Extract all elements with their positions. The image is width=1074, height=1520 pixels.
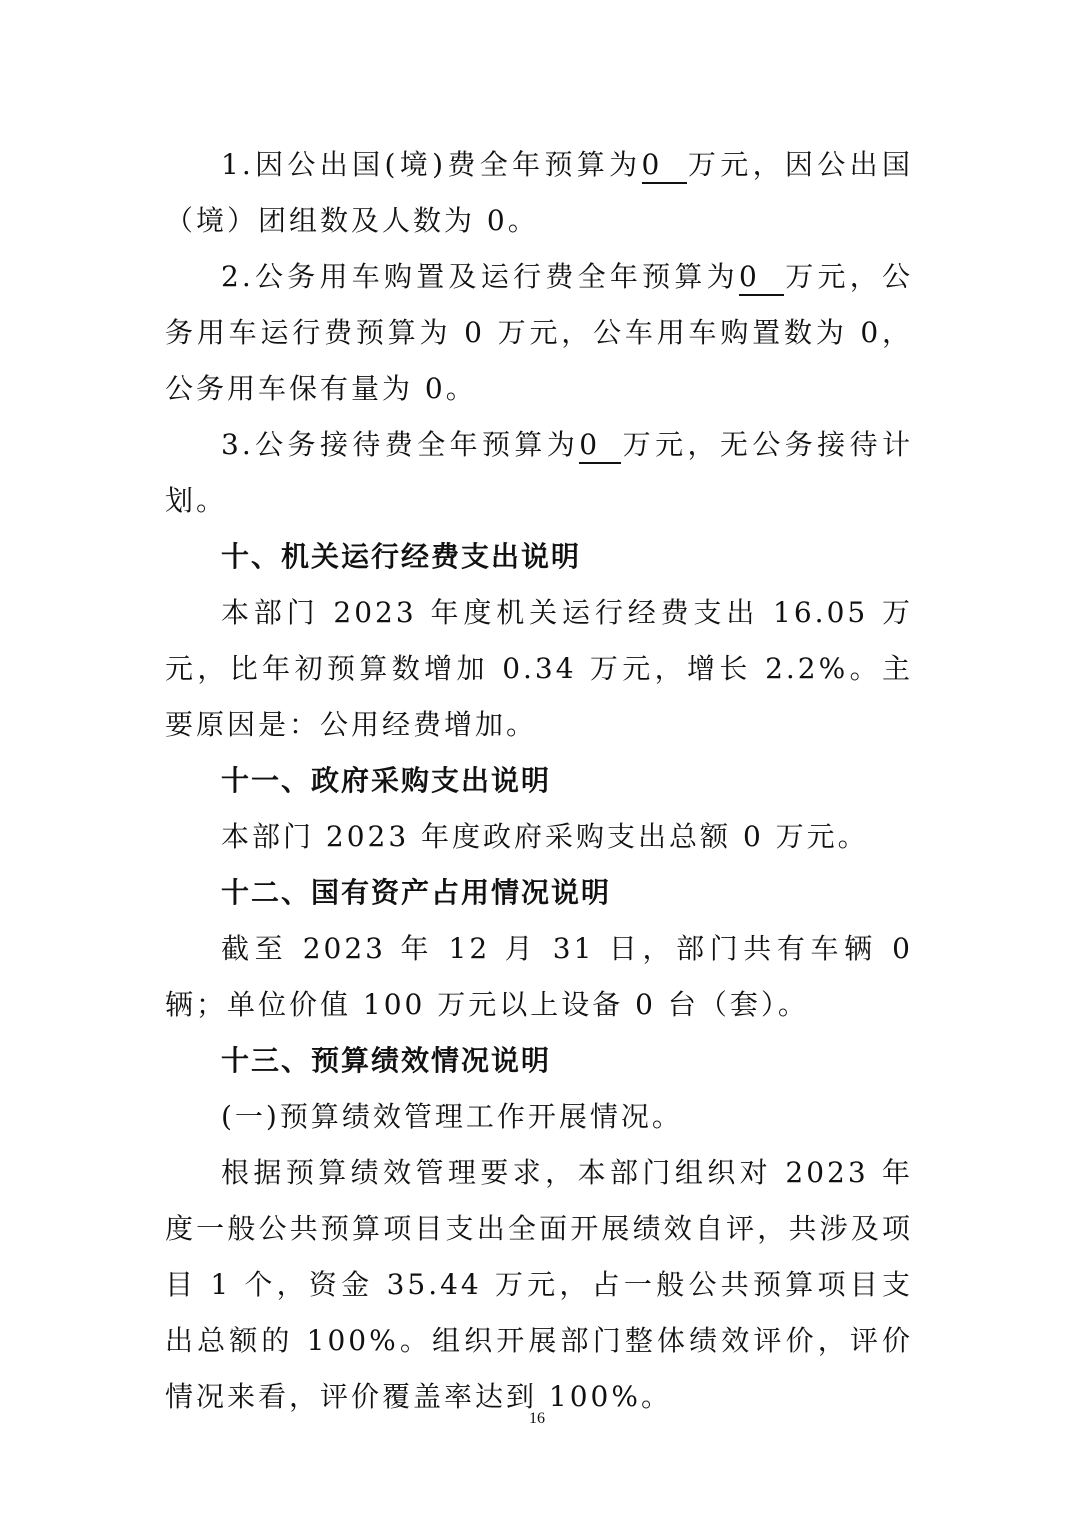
reception-expense-text-before: 3.公务接待费全年预算为	[221, 428, 580, 461]
section-body-procurement: 本部门 2023 年度政府采购支出总额 0 万元。	[221, 820, 869, 853]
document-page	[165, 137, 913, 1425]
section-body-performance: 根据预算绩效管理要求，本部门组织对 2023 年度一般公共预算项目支出全面开展绩效自评，共涉及项目 1 个，资金 35.44 万元，占一般公共预算项目支出总额的 100%。组织开展部门整体绩效评价，评价情况来看，评价覆盖率达到 100%。	[165, 1156, 913, 1413]
page-number: 16	[529, 1410, 545, 1427]
paragraph-reception-expense	[165, 417, 913, 529]
section-body-assets: 截至 2023 年 12 月 31 日，部门共有车辆 0 辆；单位价值 100 万元以上设备 0 台（套）。	[165, 932, 913, 1021]
reception-expense-text-after: 万元，无公务接待计划。	[165, 428, 913, 517]
overseas-expense-text-before: 1.因公出国(境)费全年预算为	[221, 148, 642, 181]
section-body-operating-expense: 本部门 2023 年度机关运行经费支出 16.05 万元，比年初预算数增加 0.34 万元，增长 2.2%。主要原因是：公用经费增加。	[165, 596, 913, 741]
section-title-procurement: 十一、政府采购支出说明	[221, 764, 552, 797]
overseas-expense-value: 0	[642, 148, 687, 184]
section-title-assets: 十二、国有资产占用情况说明	[221, 876, 612, 909]
overseas-expense-text-after: 万元，因公出国（境）团组数及人数为 0。	[165, 148, 913, 237]
reception-expense-value: 0	[579, 428, 621, 464]
vehicle-expense-text-before: 2.公务用车购置及运行费全年预算为	[221, 260, 739, 293]
paragraph-vehicle-expense	[165, 249, 913, 417]
section-title-operating-expense: 十、机关运行经费支出说明	[221, 540, 582, 573]
paragraph-overseas-expense	[165, 137, 913, 249]
section-subtitle-performance: (一)预算绩效管理工作开展情况。	[221, 1100, 683, 1133]
section-title-performance: 十三、预算绩效情况说明	[221, 1044, 552, 1077]
vehicle-expense-value: 0	[739, 260, 784, 296]
vehicle-expense-text-after: 万元，公务用车运行费预算为 0 万元，公车用车购置数为 0，公务用车保有量为 0。	[165, 260, 913, 405]
